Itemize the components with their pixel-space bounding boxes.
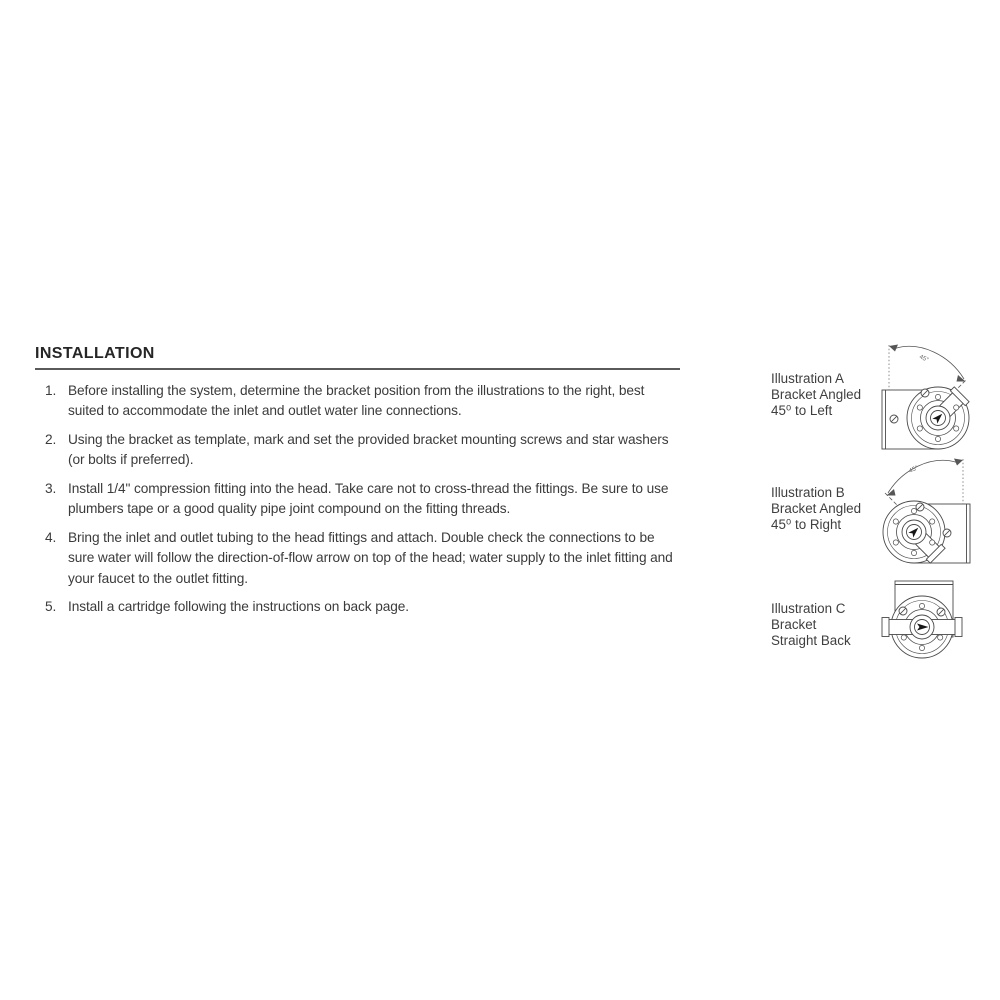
bracket-straight-back-illustration: [872, 575, 977, 670]
illustration-a-caption: [771, 371, 875, 419]
illustration-b-caption: [771, 485, 875, 533]
step-item-1: [35, 381, 681, 422]
head-and-bracket-drawing: [882, 387, 969, 449]
caption-line: Straight Back: [771, 633, 851, 648]
step-number: 1.: [45, 382, 57, 398]
step-item-3: [35, 479, 681, 520]
bracket-angled-left-illustration: [875, 342, 977, 460]
illustration-c-caption: [771, 601, 875, 649]
section-heading: INSTALLATION: [35, 345, 155, 362]
caption-line: Bracket: [771, 617, 817, 632]
caption-line: Bracket Angled: [771, 387, 862, 402]
step-text: Install a cartridge following the instructions on back page.: [68, 599, 409, 614]
step-number: 4.: [45, 529, 57, 545]
caption-line: Illustration B: [771, 485, 845, 500]
step-number: 2.: [45, 431, 57, 447]
head-and-bracket-drawing: [883, 501, 970, 563]
step-text: Before installing the system, determine the bracket position from the illustrations to the right, best suited to accommodate the inlet and outlet water line connections.: [68, 382, 645, 418]
step-text: Bring the inlet and outlet tubing to the head fittings and attach. Double check the connections to be sure water will follow the direction-of-flow arrow on top of the head; water supply to the inlet fitting and your faucet to the outlet fitting.: [68, 529, 673, 586]
arrowhead-icon: [957, 375, 966, 382]
angle-value-label: 45°: [907, 464, 920, 475]
step-number: 5.: [45, 599, 57, 614]
step-item-4: [35, 528, 681, 590]
installation-steps-list: [35, 381, 681, 618]
step-item-5: [35, 597, 681, 618]
step-text: Install 1/4" compression fitting into the head. Take care not to cross-thread the fittings. Be sure to use plumbers tape or a good quality pipe joint compound on the fitting threads.: [68, 480, 669, 516]
angle-value-label: 45°: [918, 353, 930, 364]
caption-line: Illustration A: [771, 371, 844, 386]
caption-line: 45⁰ to Right: [771, 517, 842, 532]
installation-section: [35, 345, 681, 626]
step-item-2: [35, 430, 681, 471]
bracket-angled-right-illustration: [872, 456, 977, 574]
step-text: Using the bracket as template, mark and set the provided bracket mounting screws and star washers (or bolts if preferred).: [68, 431, 669, 467]
angle-arc: [888, 460, 957, 493]
heading-rule: [35, 368, 680, 370]
head-and-bracket-drawing: [882, 581, 962, 658]
caption-line: Bracket Angled: [771, 501, 862, 516]
caption-line: 45⁰ to Left: [771, 403, 833, 418]
caption-line: Illustration C: [771, 601, 846, 616]
arrowhead-icon: [887, 489, 896, 496]
angle-arc: [895, 346, 964, 379]
step-number: 3.: [45, 480, 57, 496]
